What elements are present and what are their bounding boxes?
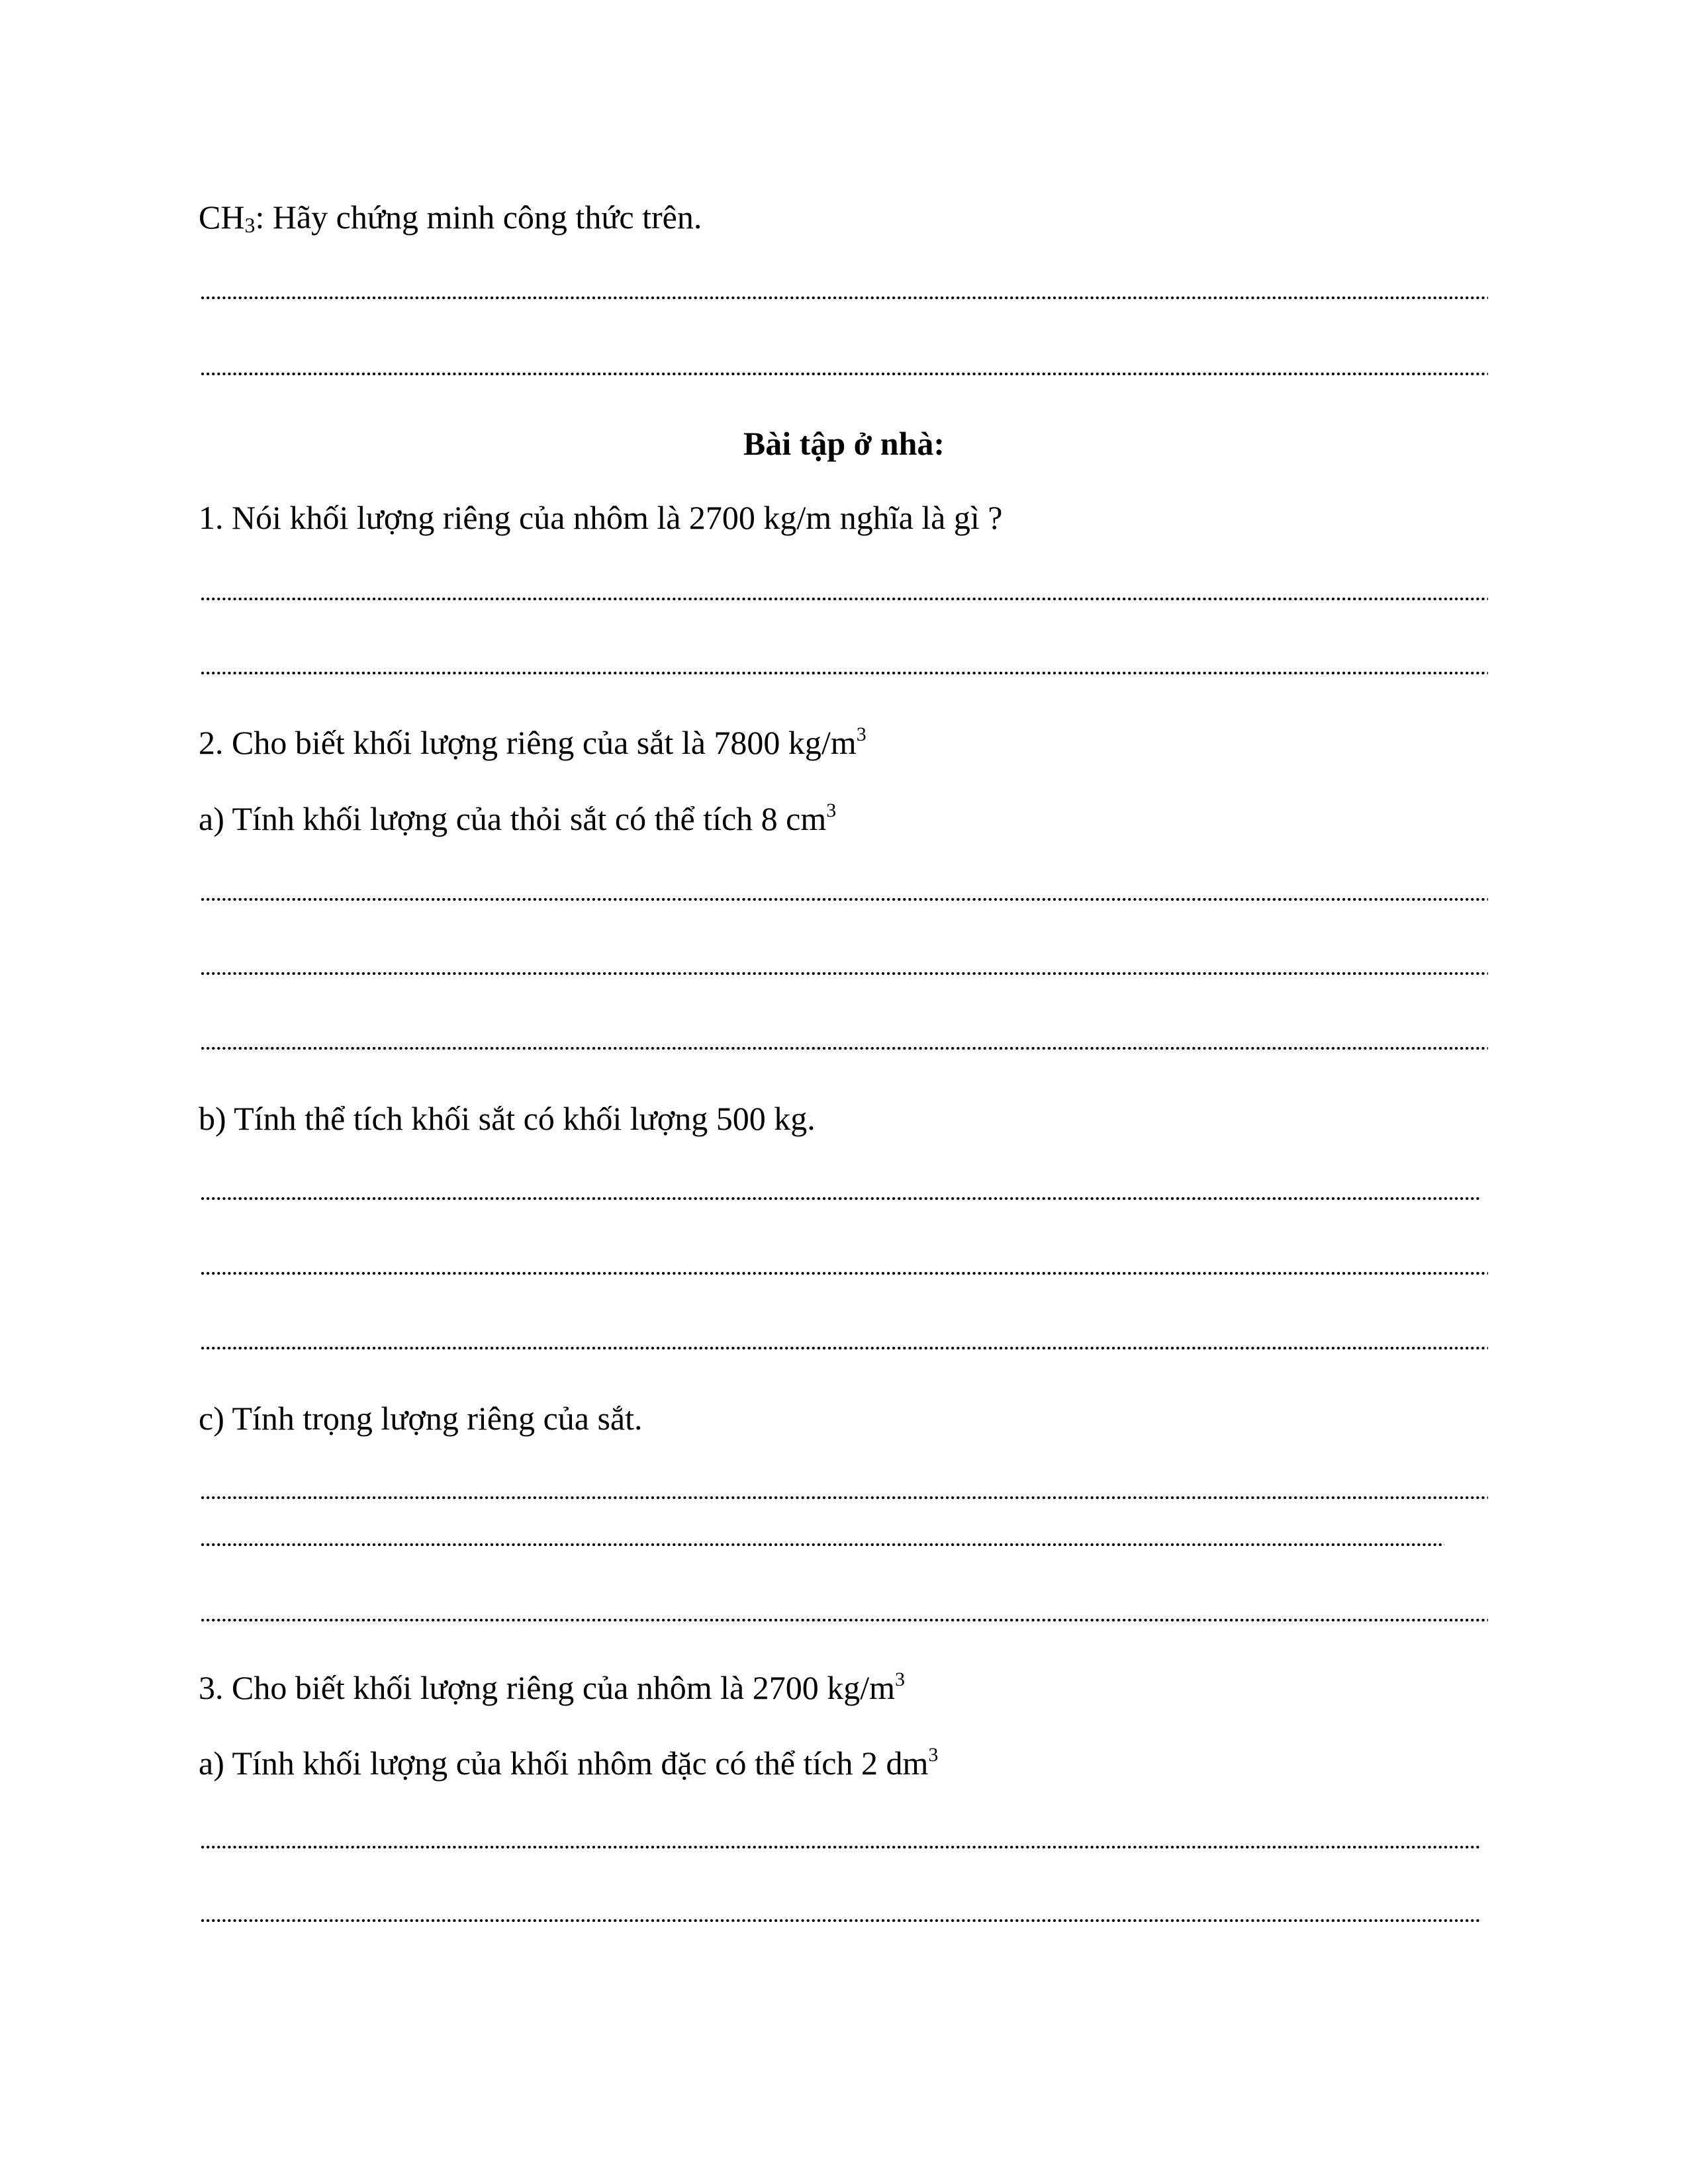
question-1: 1. Nói khối lượng riêng của nhôm là 2700 kg/m nghĩa là gì ? [199, 499, 1003, 536]
question-3a-text: a) Tính khối lượng của khối nhôm đặc có thể tích 2 dm [199, 1745, 929, 1782]
ch3-text: : Hãy chứng minh công thức trên. [255, 199, 702, 236]
question-3a [199, 1743, 938, 1783]
question-3-superscript: 3 [895, 1668, 906, 1690]
ch3-question [199, 197, 702, 237]
answer-line[interactable] [200, 1844, 1481, 1850]
question-3a-superscript: 3 [928, 1744, 939, 1766]
answer-line[interactable] [200, 1046, 1488, 1051]
answer-line[interactable] [200, 897, 1488, 902]
question-2a-superscript: 3 [826, 799, 837, 821]
answer-line[interactable] [200, 670, 1488, 676]
answer-line[interactable] [200, 971, 1488, 976]
question-2a [199, 799, 836, 839]
question-3-text: 3. Cho biết khối lượng riêng của nhôm là 2700 kg/m [199, 1669, 896, 1706]
answer-line[interactable] [200, 1345, 1488, 1351]
question-2-superscript: 3 [856, 723, 867, 745]
answer-line[interactable] [200, 1196, 1481, 1201]
answer-line[interactable] [200, 1918, 1481, 1923]
question-3 [199, 1668, 905, 1707]
answer-line[interactable] [200, 371, 1488, 377]
answer-line[interactable] [200, 1271, 1488, 1276]
answer-line[interactable] [200, 1542, 1444, 1547]
section-heading: Bài tập ở nhà: [743, 425, 945, 462]
question-2a-text: a) Tính khối lượng của thỏi sắt có thể tích 8 cm [199, 800, 827, 837]
answer-line[interactable] [200, 596, 1488, 602]
answer-line[interactable] [200, 1617, 1488, 1623]
ch3-prefix: CH [199, 199, 245, 236]
ch3-subscript: 3 [244, 213, 256, 237]
question-2c: c) Tính trọng lượng riêng của sắt. [199, 1400, 643, 1437]
answer-line[interactable] [200, 1495, 1488, 1500]
question-2-text: 2. Cho biết khối lượng riêng của sắt là 7800 kg/m [199, 724, 857, 761]
answer-line[interactable] [200, 295, 1488, 300]
question-2b: b) Tính thể tích khối sắt có khối lượng 500 kg. [199, 1100, 816, 1137]
question-2 [199, 723, 867, 762]
